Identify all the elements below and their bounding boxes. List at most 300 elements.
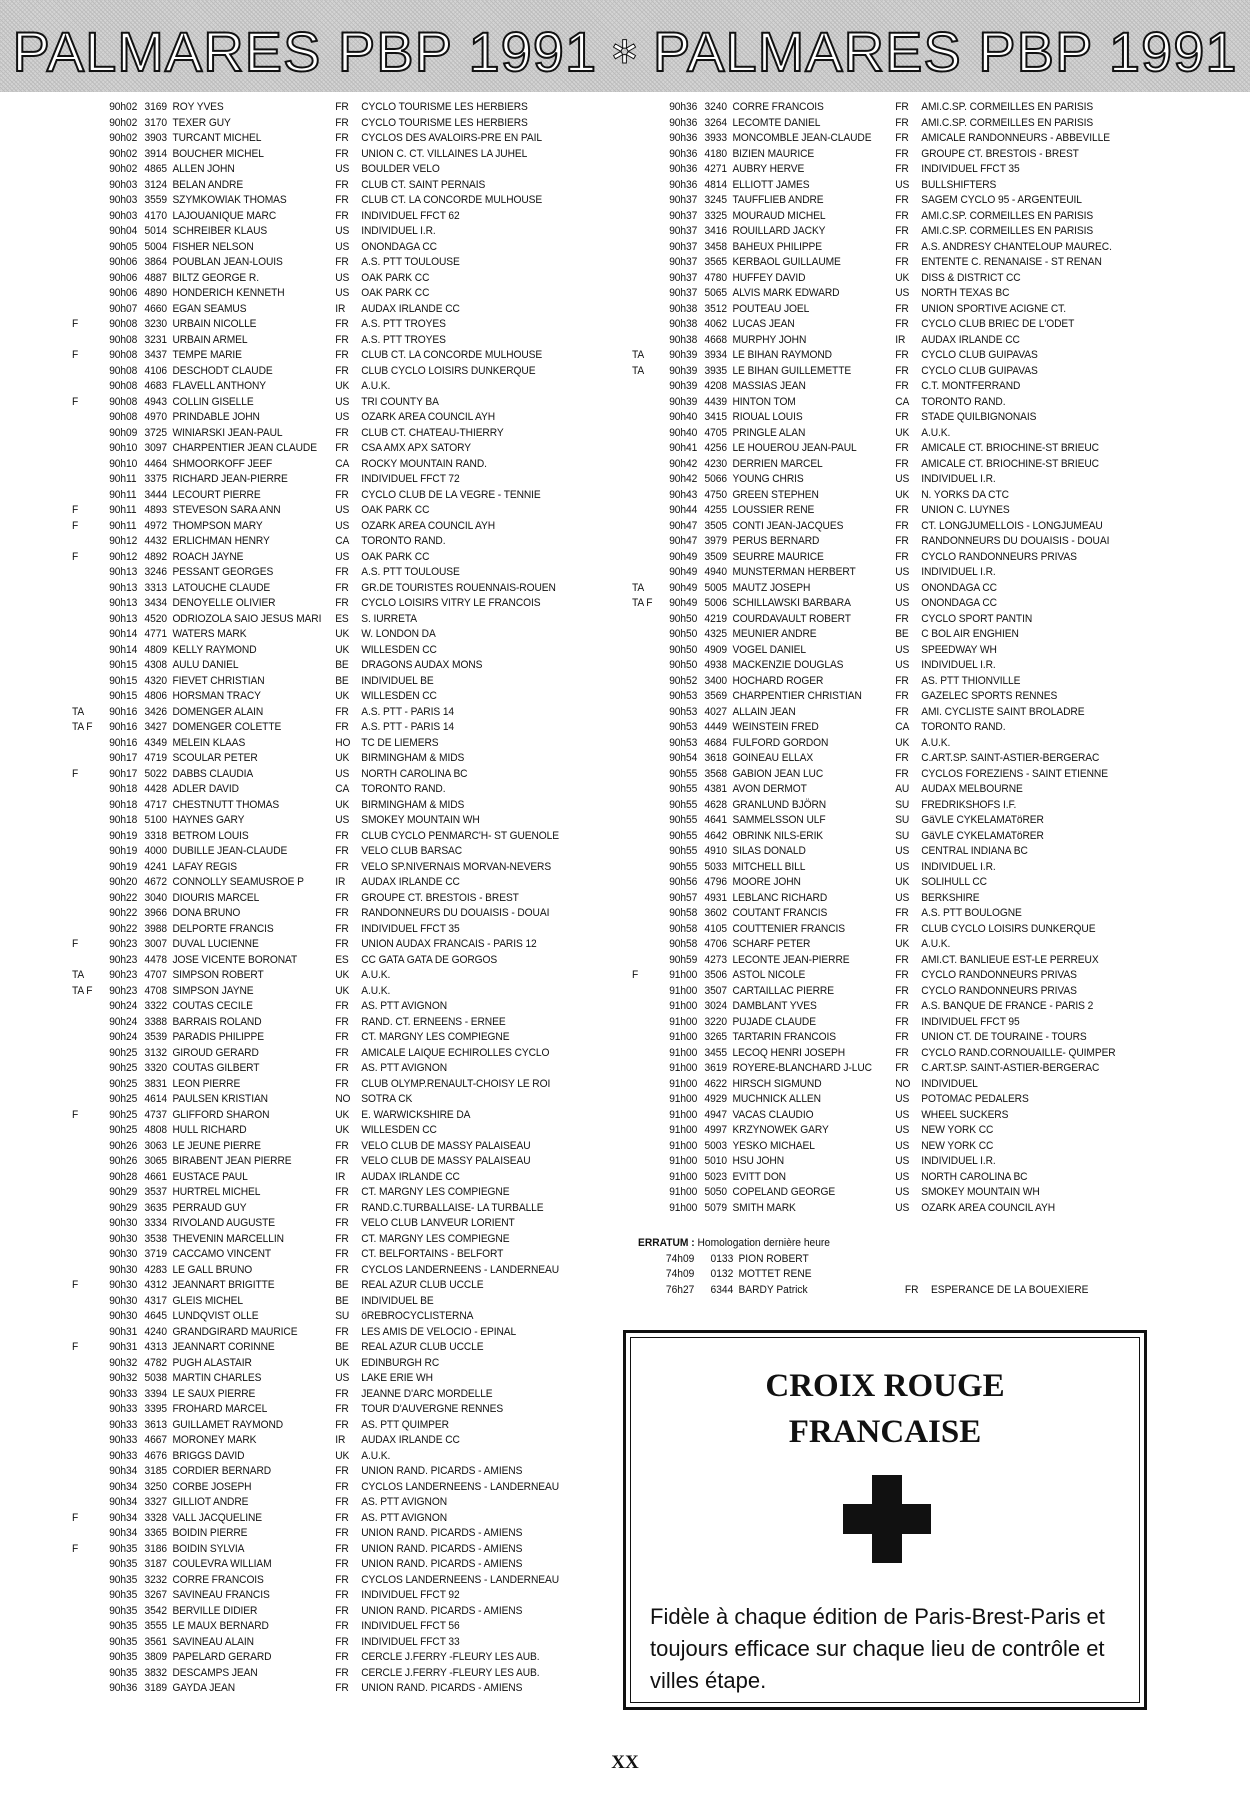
bib-number: 3903	[144, 132, 167, 144]
rider-name: BAHEUX PHILIPPE	[732, 240, 823, 253]
club-name: CERCLE J.FERRY -FLEURY LES AUB.	[361, 1666, 540, 1679]
nationality: FR	[895, 752, 909, 764]
nationality: FR	[335, 1635, 349, 1648]
erratum-note: Homologation dernière heure	[697, 1237, 831, 1249]
nationality: FR	[335, 333, 349, 346]
nationality: CA	[335, 457, 350, 470]
bib-number: 4062	[704, 318, 727, 330]
club-name: INDIVIDUEL FFCT 35	[921, 163, 1020, 175]
finish-time: 90h37	[669, 271, 698, 284]
rider-name: FLAVELL ANTHONY	[172, 380, 266, 392]
finish-time: 90h41	[669, 442, 698, 454]
rider-name: DENOYELLE OLIVIER	[172, 597, 276, 609]
club-name: CLUB CT. CHATEAU-THIERRY	[361, 426, 504, 439]
bib-number: 4349	[144, 736, 167, 749]
result-row	[72, 1201, 593, 1217]
bib-number: 4938	[704, 659, 727, 671]
result-row	[72, 395, 593, 411]
nationality: UK	[335, 690, 350, 702]
club-name: GAZELEC SPORTS RENNES	[921, 690, 1058, 702]
rider-name: FROHARD MARCEL	[172, 1403, 268, 1415]
result-row	[72, 1154, 593, 1170]
result-row	[632, 829, 1153, 845]
bib-number: 3185	[144, 1465, 167, 1477]
nationality: FR	[335, 1248, 349, 1260]
result-row	[72, 147, 593, 163]
bib-number: 5033	[704, 860, 727, 873]
nationality: FR	[335, 1263, 349, 1276]
bib-number: 3220	[704, 1015, 727, 1028]
rider-name: MUNSTERMAN HERBERT	[732, 566, 856, 578]
rider-name: BARRAIS ROLAND	[172, 1015, 262, 1028]
rider-name: LE HOUEROU JEAN-PAUL	[732, 442, 857, 454]
result-row	[72, 255, 593, 271]
nationality: FR	[335, 1139, 349, 1152]
rider-name: MOURAUD MICHEL	[732, 209, 826, 222]
club-name: A.S. PTT TOULOUSE	[361, 566, 460, 578]
club-name: A.S. BANQUE DE FRANCE - PARIS 2	[921, 1000, 1094, 1012]
finish-time: 91h00	[669, 1170, 698, 1183]
bib-number: 3394	[144, 1387, 167, 1400]
bib-number: 4106	[144, 364, 167, 377]
bib-number: 3365	[144, 1527, 167, 1539]
bib-number: 4771	[144, 628, 167, 640]
club-name: AMI.C.SP. CORMEILLES EN PARISIS	[921, 209, 1094, 222]
bib-number: 4683	[144, 380, 167, 392]
club-name: AS. PTT AVIGNON	[361, 1062, 448, 1074]
nationality: UK	[335, 1108, 350, 1121]
erratum-section	[638, 1236, 1159, 1298]
club-name: CENTRAL INDIANA BC	[921, 845, 1028, 857]
rider-name: CHARPENTIER CHRISTIAN	[732, 690, 862, 702]
club-name: CLUB CYCLO PENMARC'H- ST GUENOLE	[361, 829, 559, 842]
result-row	[632, 364, 1153, 380]
nationality: CA	[335, 535, 350, 547]
result-row	[632, 875, 1153, 891]
finish-time: 90h26	[109, 1155, 138, 1167]
rider-name: TAUFFLIEB ANDRE	[732, 194, 824, 206]
rider-name: LE SAUX PIERRE	[172, 1387, 256, 1400]
nationality: FR	[335, 132, 349, 144]
nationality: US	[895, 1201, 910, 1214]
finish-time: 90h23	[109, 984, 138, 997]
finish-time: 90h47	[669, 535, 698, 547]
finish-time: 90h05	[109, 240, 138, 253]
result-row	[632, 534, 1153, 550]
rider-name: MONCOMBLE JEAN-CLAUDE	[732, 132, 872, 144]
finish-time: 90h58	[669, 938, 698, 950]
nationality: US	[895, 1170, 910, 1183]
finish-time: 90h23	[109, 969, 138, 981]
nationality: UK	[335, 984, 350, 997]
result-row	[72, 224, 593, 240]
nationality: FR	[335, 829, 349, 842]
club-name: VELO SP.NIVERNAIS MORVAN-NEVERS	[361, 860, 552, 873]
club-name: A.U.K.	[361, 969, 391, 981]
bib-number: 3334	[144, 1217, 167, 1229]
rider-name: DESCAMPS JEAN	[172, 1666, 258, 1679]
club-name: CLUB CT. LA CONCORDE MULHOUSE	[361, 194, 543, 206]
nationality: US	[895, 845, 910, 857]
erratum-label: ERRATUM :	[638, 1237, 695, 1249]
bib-number: 4170	[144, 209, 167, 222]
club-name: CYCLO RANDONNEURS PRIVAS	[921, 550, 1077, 563]
finish-time: 90h33	[109, 1387, 138, 1400]
bib-number: 4782	[144, 1356, 167, 1369]
finish-time: 90h35	[109, 1589, 138, 1601]
result-row	[632, 457, 1153, 473]
finish-time: 90h23	[109, 938, 138, 950]
result-row	[632, 705, 1153, 721]
rider-name: KERBAOL GUILLAUME	[732, 256, 841, 268]
club-name: TRI COUNTY BA	[361, 395, 439, 408]
bib-number: 3619	[704, 1062, 727, 1074]
result-row	[72, 534, 593, 550]
nationality: FR	[895, 209, 909, 222]
result-row	[72, 410, 593, 426]
rider-name: GRANDGIRARD MAURICE	[172, 1325, 298, 1338]
club-name: WILLESDEN CC	[361, 1124, 437, 1136]
finish-time: 90h49	[669, 550, 698, 563]
club-name: UNION RAND. PICARDS - AMIENS	[361, 1465, 523, 1477]
finish-time: 90h24	[109, 1000, 138, 1012]
finish-time: 90h24	[109, 1031, 138, 1043]
nationality: FR	[335, 860, 349, 873]
result-row	[632, 131, 1153, 147]
bib-number: 3325	[704, 209, 727, 222]
club-name: TORONTO RAND.	[361, 783, 446, 795]
finish-time: 90h13	[109, 581, 138, 594]
bib-number: 3065	[144, 1155, 167, 1167]
nationality: FR	[335, 1465, 349, 1477]
club-name: UNION RAND. PICARDS - AMIENS	[361, 1682, 523, 1694]
nationality: FR	[895, 519, 909, 532]
rider-name: SCOULAR PETER	[172, 752, 258, 764]
finish-time: 91h00	[669, 1155, 698, 1167]
bib-number: 3320	[144, 1062, 167, 1074]
finish-time: 90h11	[109, 473, 137, 485]
nationality: FR	[335, 194, 349, 206]
club-name: AS. PTT AVIGNON	[361, 1496, 448, 1508]
finish-time: 90h35	[109, 1635, 138, 1648]
club-name: AUDAX IRLANDE CC	[361, 876, 460, 888]
finish-time: 90h35	[109, 1620, 138, 1632]
rider-name: DUVAL LUCIENNE	[172, 938, 259, 950]
bib-number: 4256	[704, 442, 727, 454]
rider-name: COLLIN GISELLE	[172, 395, 254, 408]
bib-number: 4478	[144, 953, 167, 966]
club-name: BIRMINGHAM & MIDS	[361, 798, 465, 811]
bib-number: 4667	[144, 1434, 167, 1446]
result-row	[632, 1108, 1153, 1124]
nationality: NO	[895, 1077, 911, 1090]
nationality: ES	[335, 612, 349, 625]
result-row	[632, 643, 1153, 659]
bib-number: 3246	[144, 566, 167, 578]
bib-number: 3809	[144, 1651, 167, 1663]
erratum-row	[638, 1267, 1159, 1283]
result-row	[72, 1371, 593, 1387]
rider-flag: TA	[72, 705, 85, 718]
result-row	[72, 1232, 593, 1248]
result-row	[632, 751, 1153, 767]
bib-number: 4320	[144, 674, 167, 687]
bib-number: 4910	[704, 845, 727, 857]
finish-time: 90h02	[109, 116, 138, 129]
club-name: STADE QUILBIGNONAIS	[921, 411, 1037, 423]
result-row	[72, 503, 593, 519]
rider-name: GREEN STEPHEN	[732, 488, 819, 501]
rider-name: DONA BRUNO	[172, 907, 241, 919]
finish-time: 90h07	[109, 302, 138, 315]
rider-name: ALLAIN JEAN	[732, 705, 796, 718]
result-row	[72, 457, 593, 473]
finish-time: 90h54	[669, 752, 698, 764]
rider-name: COUTANT FRANCIS	[732, 907, 828, 919]
nationality: FR	[895, 612, 909, 625]
rider-name: HINTON TOM	[732, 395, 796, 408]
bib-number: 3169	[144, 101, 167, 113]
club-name: FREDRIKSHOFS I.F.	[921, 798, 1017, 811]
club-name: OZARK AREA COUNCIL AYH	[361, 411, 496, 423]
result-row	[632, 255, 1153, 271]
rider-name: PERUS BERNARD	[732, 535, 820, 547]
nationality: FR	[895, 969, 909, 981]
nationality: FR	[335, 1062, 349, 1074]
rider-name: YESKO MICHAEL	[732, 1139, 815, 1152]
club-name: ESPERANCE DE LA BOUEXIERE	[930, 1283, 1089, 1296]
finish-time: 90h35	[109, 1651, 138, 1663]
rider-flag: TA F	[72, 984, 93, 997]
result-row	[632, 193, 1153, 209]
rider-name: LAFAY REGIS	[172, 860, 238, 873]
nationality: UK	[895, 271, 910, 284]
rider-name: LEBLANC RICHARD	[732, 891, 828, 904]
result-row	[632, 953, 1153, 969]
rider-name: ELLIOTT JAMES	[732, 178, 810, 191]
club-name: A.S. PTT BOULOGNE	[921, 907, 1022, 919]
finish-time: 90h38	[669, 318, 698, 330]
rider-name: DIOURIS MARCEL	[172, 891, 260, 904]
bib-number: 3979	[704, 535, 727, 547]
finish-time: 90h03	[109, 194, 138, 206]
club-name: RANDONNEURS DU DOUAISIS - DOUAI	[921, 535, 1110, 547]
bib-number: 4208	[704, 380, 727, 392]
bib-number: 3559	[144, 194, 167, 206]
result-row	[632, 503, 1153, 519]
club-name: CT. MARGNY LES COMPIEGNE	[361, 1232, 510, 1245]
finish-time: 90h04	[109, 225, 138, 237]
club-name: W. LONDON DA	[361, 628, 436, 640]
rider-name: BILTZ GEORGE R.	[172, 271, 259, 284]
rider-name: BRIGGS DAVID	[172, 1449, 245, 1462]
club-name: CT. MARGNY LES COMPIEGNE	[361, 1186, 510, 1198]
bib-number: 3040	[144, 891, 167, 904]
result-row	[72, 937, 593, 953]
bib-number: 3395	[144, 1403, 167, 1415]
rider-name: ERLICHMAN HENRY	[172, 535, 270, 547]
finish-time: 90h13	[109, 597, 138, 609]
bib-number: 4313	[144, 1341, 167, 1353]
result-row	[72, 1511, 593, 1527]
club-name: AUDAX MELBOURNE	[921, 783, 1023, 795]
nationality: FR	[904, 1283, 919, 1296]
rider-name: SCHILLAWSKI BARBARA	[732, 597, 851, 609]
club-name: CT. MARGNY LES COMPIEGNE	[361, 1031, 510, 1043]
club-name: C BOL AIR ENGHIEN	[921, 628, 1019, 640]
bib-number: 5022	[144, 767, 167, 780]
bib-number: 3245	[704, 194, 727, 206]
club-name: CC GATA GATA DE GORGOS	[361, 953, 498, 966]
club-name: INDIVIDUEL FFCT 92	[361, 1589, 460, 1601]
rider-name: LUCAS JEAN	[732, 318, 795, 330]
bib-number: 5003	[704, 1139, 727, 1152]
club-name: AMI.C.SP. CORMEILLES EN PARISIS	[921, 101, 1094, 113]
finish-time: 90h22	[109, 907, 138, 919]
rider-name: SAMMELSSON ULF	[732, 814, 826, 826]
bib-number: 4719	[144, 752, 167, 764]
rider-name: JEANNART CORINNE	[172, 1341, 275, 1353]
club-name: NORTH CAROLINA BC	[921, 1170, 1028, 1183]
finish-time: 90h03	[109, 178, 138, 191]
rider-name: MOORE JOHN	[732, 876, 801, 888]
rider-name: RIOUAL LOUIS	[732, 411, 803, 423]
rider-name: SAVINEAU ALAIN	[172, 1635, 254, 1648]
bib-number: 4943	[144, 395, 167, 408]
bib-number: 3555	[144, 1620, 167, 1632]
club-name: CYCLOS LANDERNEENS - LANDERNEAU	[361, 1263, 560, 1276]
nationality: FR	[895, 364, 909, 377]
bib-number: 3458	[704, 240, 727, 253]
nationality: FR	[895, 318, 909, 330]
result-row	[72, 519, 593, 535]
result-row	[72, 240, 593, 256]
bib-number: 4750	[704, 488, 727, 501]
nationality: FR	[895, 442, 909, 454]
nationality: US	[895, 287, 910, 299]
rider-name: SMITH MARK	[732, 1201, 796, 1214]
bib-number: 3328	[144, 1511, 167, 1524]
club-name: REAL AZUR CLUB UCCLE	[361, 1279, 484, 1291]
nationality: FR	[335, 1077, 349, 1090]
club-name: GROUPE CT. BRESTOIS - BREST	[921, 147, 1079, 160]
rider-name: CORBE JOSEPH	[172, 1480, 252, 1493]
club-name: EDINBURGH RC	[361, 1356, 440, 1369]
rider-name: THEVENIN MARCELLIN	[172, 1232, 284, 1245]
nationality: BE	[335, 1341, 349, 1353]
finish-time: 90h12	[109, 550, 138, 563]
bib-number: 4283	[144, 1263, 167, 1276]
bib-number: 3132	[144, 1046, 167, 1059]
finish-time: 91h00	[669, 1139, 698, 1152]
nationality: FR	[895, 132, 909, 144]
finish-time: 90h50	[669, 628, 698, 640]
nationality: FR	[335, 473, 349, 485]
finish-time: 91h00	[669, 1031, 698, 1043]
rider-name: HOCHARD ROGER	[732, 674, 824, 687]
finish-time: 90h37	[669, 225, 698, 237]
nationality: UK	[335, 798, 350, 811]
nationality: SU	[895, 798, 910, 811]
nationality: FR	[335, 721, 349, 733]
nationality: FR	[335, 101, 349, 113]
banner-title	[0, 12, 1250, 92]
nationality: US	[335, 767, 350, 780]
rider-name: BERVILLE DIDIER	[172, 1604, 258, 1617]
bib-number: 4432	[144, 535, 167, 547]
finish-time: 90h34	[109, 1480, 138, 1493]
rider-name: GLIFFORD SHARON	[172, 1108, 270, 1121]
nationality: FR	[895, 690, 909, 702]
finish-time: 90h15	[109, 674, 138, 687]
club-name: CYCLOS LANDERNEENS - LANDERNEAU	[361, 1480, 560, 1493]
club-name: AS. PTT QUIMPER	[361, 1418, 449, 1431]
club-name: A.U.K.	[361, 380, 391, 392]
rider-name: AVON DERMOT	[732, 783, 807, 795]
finish-time: 90h33	[109, 1434, 138, 1446]
finish-time: 90h25	[109, 1062, 138, 1074]
result-row	[632, 488, 1153, 504]
finish-time: 90h34	[109, 1527, 138, 1539]
bib-number: 3437	[144, 349, 167, 361]
nationality: FR	[335, 1542, 349, 1555]
bib-number: 5065	[704, 287, 727, 299]
rider-flag: TA	[72, 969, 85, 981]
result-row	[632, 658, 1153, 674]
bib-number: 6344	[710, 1283, 734, 1296]
club-name: INDIVIDUEL FFCT 35	[361, 922, 460, 935]
club-name: VELO CLUB DE MASSY PALAISEAU	[361, 1155, 531, 1167]
finish-time: 91h00	[669, 1093, 698, 1105]
rider-name: WEINSTEIN FRED	[732, 721, 819, 733]
bib-number: 3232	[144, 1573, 167, 1586]
rider-name: URBAIN NICOLLE	[172, 318, 257, 330]
nationality: US	[895, 597, 910, 609]
nationality: FR	[335, 1000, 349, 1012]
bib-number: 4947	[704, 1108, 727, 1121]
rider-name: BOIDIN SYLVIA	[172, 1542, 245, 1555]
result-row	[72, 953, 593, 969]
result-row	[72, 689, 593, 705]
finish-time: 90h16	[109, 721, 138, 733]
result-row	[72, 875, 593, 891]
club-name: AMI.C.SP. CORMEILLES EN PARISIS	[921, 116, 1094, 129]
rider-name: ASTOL NICOLE	[732, 969, 806, 981]
finish-time: 90h23	[109, 953, 138, 966]
rider-name: EGAN SEAMUS	[172, 302, 247, 315]
rider-name: AULU DANIEL	[172, 659, 239, 671]
club-name: CYCLOS LANDERNEENS - LANDERNEAU	[361, 1573, 560, 1586]
finish-time: 90h08	[109, 364, 138, 377]
nationality: FR	[335, 1604, 349, 1617]
club-name: CYCLO CLUB BRIEC DE L'ODET	[921, 318, 1075, 330]
nationality: BE	[895, 628, 909, 640]
bib-number: 4317	[144, 1294, 167, 1307]
nationality: FR	[895, 194, 909, 206]
result-row	[72, 1061, 593, 1077]
result-row	[632, 984, 1153, 1000]
bib-number: 4707	[144, 969, 167, 981]
result-row	[72, 1464, 593, 1480]
rider-name: SZYMKOWIAK THOMAS	[172, 194, 287, 206]
results-left-column	[72, 100, 593, 1697]
rider-name: TEMPE MARIE	[172, 349, 242, 361]
result-row	[72, 1077, 593, 1093]
finish-time: 90h06	[109, 256, 138, 268]
rider-name: CACCAMO VINCENT	[172, 1248, 272, 1260]
finish-time: 90h36	[109, 1682, 138, 1694]
bib-number: 4809	[144, 643, 167, 656]
